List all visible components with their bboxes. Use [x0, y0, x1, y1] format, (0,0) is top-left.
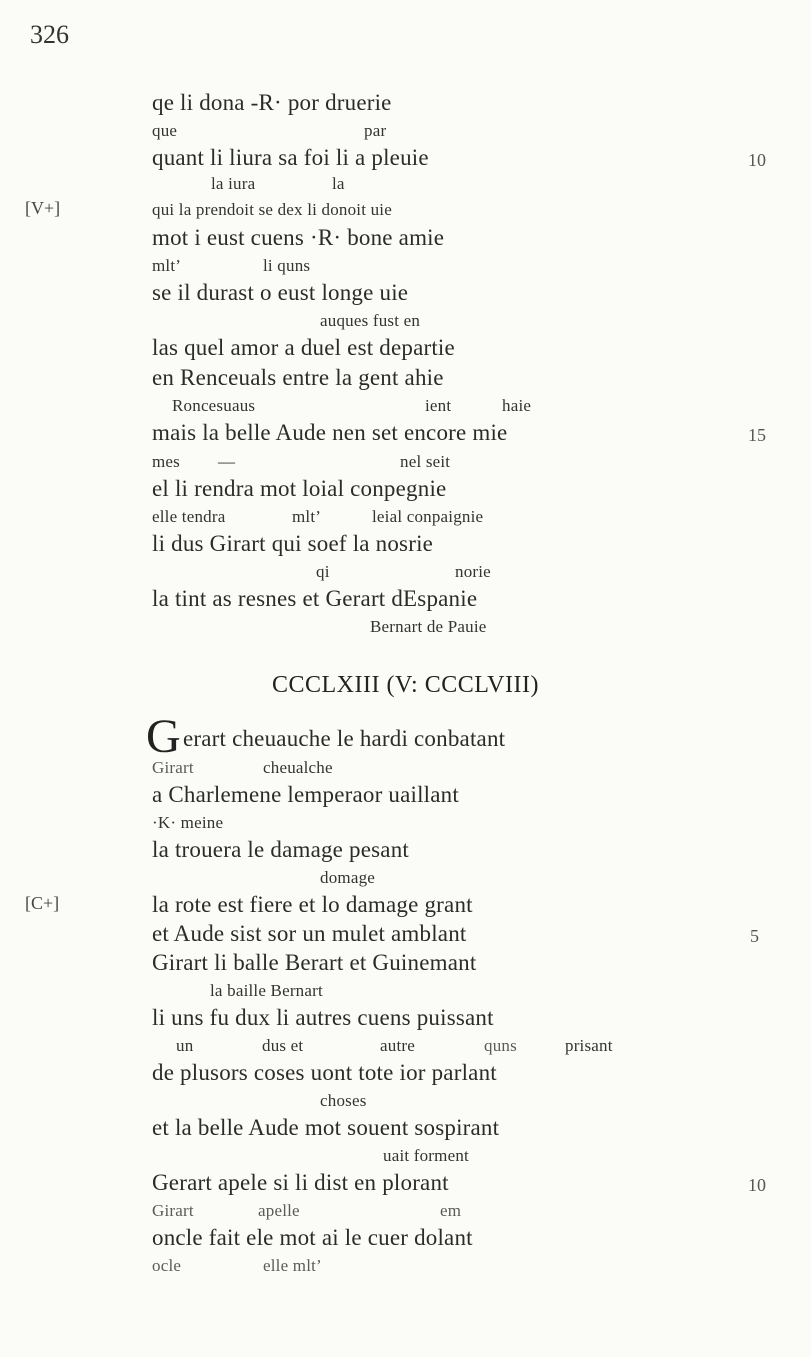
- drop-cap: G: [146, 710, 181, 763]
- verse-line: et Aude sist sor un mulet amblant: [152, 921, 467, 946]
- variant-reading: qi: [316, 562, 330, 581]
- variant-reading: autre: [380, 1036, 415, 1055]
- verse-line: qe li dona -R· por druerie: [152, 90, 392, 115]
- variant-reading: prisant: [565, 1036, 613, 1055]
- verse-line: las quel amor a duel est departie: [152, 335, 455, 360]
- variant-reading: quns: [484, 1036, 517, 1055]
- verse-line: de plusors coses uont tote ior parlant: [152, 1060, 497, 1085]
- verse-line: Girart li balle Berart et Guinemant: [152, 950, 477, 975]
- verse-line: la tint as resnes et Gerart dEspanie: [152, 586, 478, 611]
- line-number: 10: [748, 150, 766, 170]
- variant-reading: mlt’: [292, 507, 322, 526]
- manuscript-siglum: [V+]: [25, 198, 61, 218]
- variant-reading: choses: [320, 1091, 367, 1110]
- variant-reading: haie: [502, 396, 532, 415]
- variant-reading: leial conpaignie: [372, 507, 484, 526]
- variant-reading: —: [218, 452, 236, 471]
- verse-line: qui la prendoit se dex li donoit uie: [152, 200, 392, 219]
- variant-reading: apelle: [258, 1201, 300, 1220]
- verse-line: li dus Girart qui soef la nosrie: [152, 531, 434, 556]
- verse-line: quant li liura sa foi li a pleuie: [152, 145, 429, 170]
- verse-line: a Charlemene lemperaor uaillant: [152, 782, 459, 807]
- variant-reading: que: [152, 121, 178, 140]
- variant-reading: mlt’: [152, 256, 182, 275]
- line-number: 5: [750, 926, 759, 946]
- verse-line: en Renceuals entre la gent ahie: [152, 365, 444, 390]
- variant-reading: Bernart de Pauie: [370, 617, 487, 636]
- verse-line: Gerart apele si li dist en plorant: [152, 1170, 449, 1195]
- variant-reading: ·K· meine: [152, 813, 224, 832]
- variant-reading: em: [440, 1201, 462, 1220]
- variant-reading: la iura: [211, 174, 256, 193]
- variant-reading: elle tendra: [152, 507, 226, 526]
- variant-reading: la baille Bernart: [210, 981, 323, 1000]
- variant-reading: mes: [152, 452, 180, 471]
- variant-reading: ocle: [152, 1256, 182, 1275]
- line-number: 10: [748, 1175, 766, 1195]
- line-number: 15: [748, 425, 766, 445]
- variant-reading: Girart: [152, 758, 194, 777]
- verse-line: li uns fu dux li autres cuens puissant: [152, 1005, 494, 1030]
- variant-reading: elle mlt’: [263, 1256, 322, 1275]
- verse-line: erart cheuauche le hardi conbatant: [183, 726, 506, 751]
- verse-line: se il durast o eust longe uie: [152, 280, 409, 305]
- variant-reading: Girart: [152, 1201, 194, 1220]
- verse-line: la rote est fiere et lo damage grant: [152, 892, 473, 917]
- verse-line: oncle fait ele mot ai le cuer dolant: [152, 1225, 473, 1250]
- verse-line: el li rendra mot loial conpegnie: [152, 476, 447, 501]
- verse-line: la trouera le damage pesant: [152, 837, 409, 862]
- variant-reading: Roncesuaus: [172, 396, 256, 415]
- variant-reading: auques fust en: [320, 311, 421, 330]
- laisse-heading: CCCLXIII (V: CCCLVIII): [272, 672, 539, 698]
- verse-line: mot i eust cuens ·R· bone amie: [152, 225, 445, 250]
- variant-reading: uait forment: [383, 1146, 469, 1165]
- variant-reading: domage: [320, 868, 376, 887]
- manuscript-siglum: [C+]: [25, 893, 60, 913]
- variant-reading: nel seit: [400, 452, 451, 471]
- verse-line: et la belle Aude mot souent sospirant: [152, 1115, 500, 1140]
- variant-reading: li quns: [263, 256, 311, 275]
- variant-reading: ient: [425, 396, 452, 415]
- page-number: 326: [30, 20, 69, 49]
- variant-reading: norie: [455, 562, 491, 581]
- variant-reading: un: [176, 1036, 194, 1055]
- variant-reading: par: [364, 121, 387, 140]
- variant-reading: la: [332, 174, 345, 193]
- variant-reading: cheualche: [263, 758, 333, 777]
- verse-line: mais la belle Aude nen set encore mie: [152, 420, 508, 445]
- variant-reading: dus et: [262, 1036, 304, 1055]
